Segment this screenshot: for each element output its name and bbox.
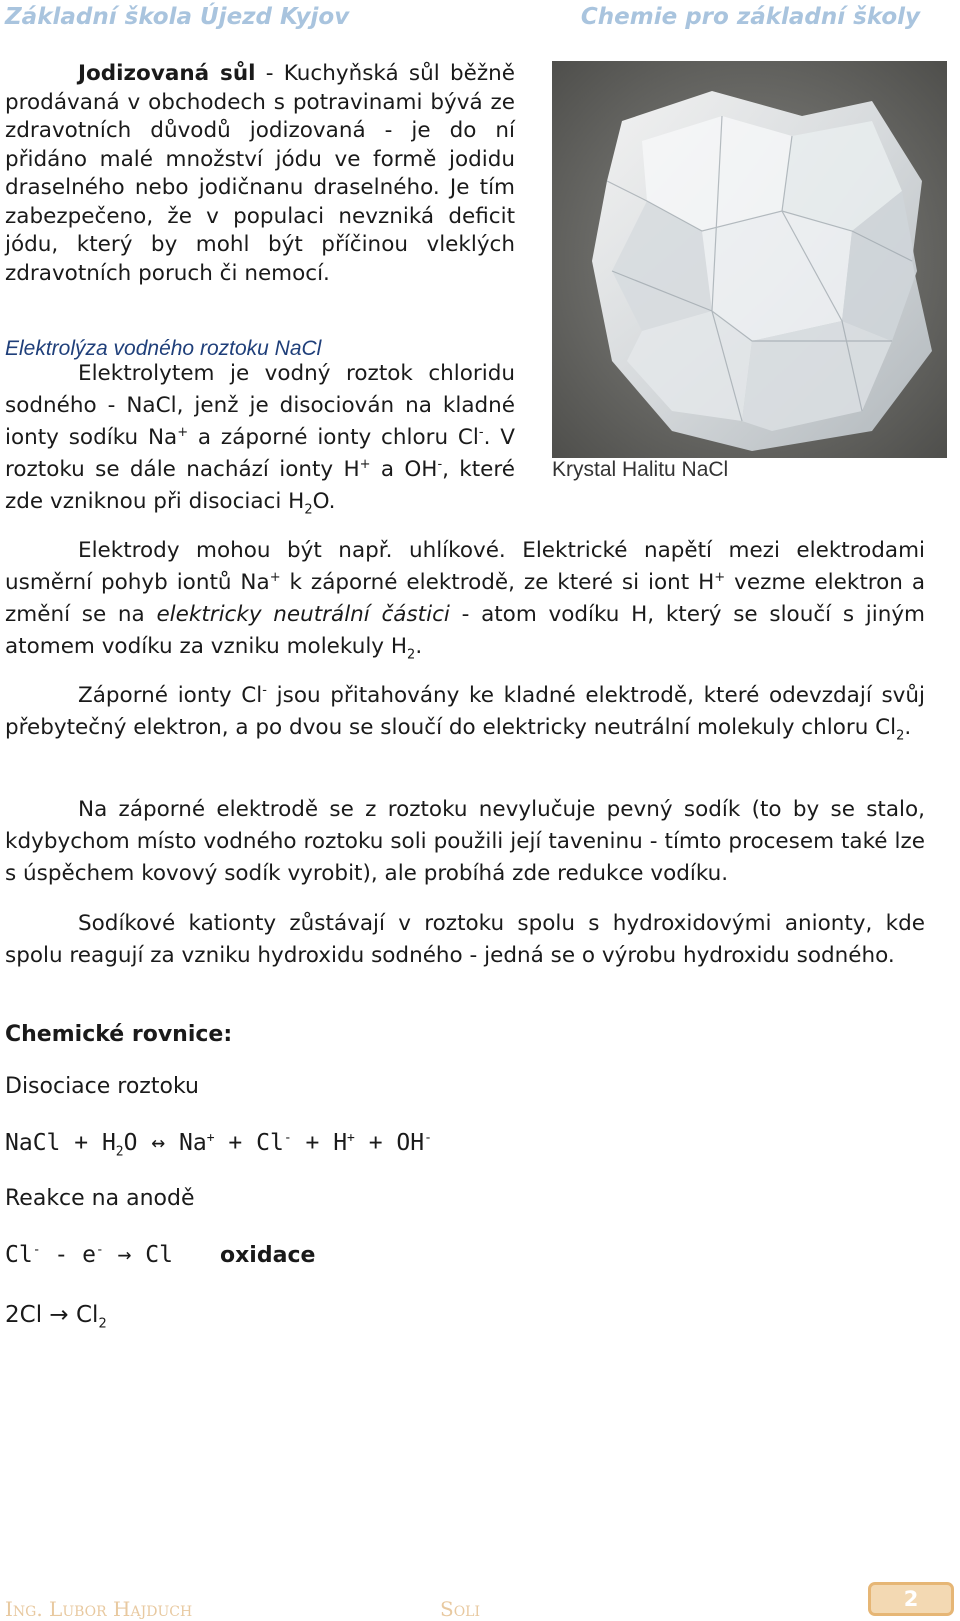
electrodes-t5: . xyxy=(415,634,423,659)
electrolyte-paragraph xyxy=(5,358,515,518)
electrolyte-t4: a OH xyxy=(370,457,438,482)
eq1-h: H xyxy=(101,1130,116,1156)
eq1-oh: OH xyxy=(396,1130,425,1156)
eq1-sub2: 2 xyxy=(115,1144,124,1160)
eq1-h-charge: + xyxy=(347,1130,355,1146)
equation-dissociation xyxy=(5,1130,432,1160)
eq1-plus4: + xyxy=(354,1130,397,1156)
sup-na: + xyxy=(177,424,189,440)
equation-chlorine xyxy=(5,1302,107,1332)
oxidation-label: oxidace xyxy=(220,1243,316,1268)
electrolyte-t6: O. xyxy=(312,489,336,514)
eq2-result: Cl xyxy=(145,1242,173,1268)
eq1-oh-charge: - xyxy=(424,1130,432,1146)
eq1-o: O xyxy=(123,1130,138,1156)
eq2-cl: Cl xyxy=(5,1242,33,1268)
header-school: Základní škola Újezd Kyjov xyxy=(5,4,350,30)
electrolyte-t2: a záporné ionty chloru Cl xyxy=(188,425,479,450)
electrolyte-t5: , které zde vzniknou při disociaci H xyxy=(5,457,515,514)
sub-cl2: 2 xyxy=(896,728,905,744)
eq1-arrow: ↔ xyxy=(137,1130,180,1156)
anode-label: Reakce na anodě xyxy=(5,1186,195,1211)
electrodes-paragraph xyxy=(5,535,925,663)
sup-cl2: - xyxy=(262,682,267,698)
eq2-arrow: → xyxy=(103,1242,146,1268)
footer-author: Ing. Lubor Hajduch xyxy=(5,1597,193,1621)
electrolyte-t3: . V roztoku se dále nachází ionty H xyxy=(5,425,515,482)
cations-paragraph: Sodíkové kationty zůstávají v roztoku spolu s hydroxidovými anionty, kde spolu reagují za vzniku hydroxidu sodného - jedná se o výrobu hydroxidu sodného. xyxy=(5,911,925,968)
electrodes-italic: elektricky neutrální částici xyxy=(156,602,450,627)
sup-oh: - xyxy=(437,456,443,472)
sup-h2: + xyxy=(714,569,726,585)
electrodes-t4: - atom vodíku H, který se sloučí s jiným atomem vodíku za vzniku molekuly H xyxy=(5,602,925,659)
halite-crystal-photo xyxy=(552,61,947,458)
footer-topic: Soli xyxy=(440,1597,481,1621)
electrolyte-t1: Elektrolytem je vodný roztok chloridu sodného - NaCl, jenž je disociován na kladné ionty sodíku Na xyxy=(5,361,515,450)
sodium-paragraph: Na záporné elektrodě se z roztoku nevylučuje pevný sodík (to by se stalo, kdybychom místo vodného roztoku soli použili její taveninu - tímto procesem také lze s úspěchem kovový sodík vyrobit), ale probíhá zde redukce vodíku. xyxy=(5,797,925,886)
eq1-na-charge: + xyxy=(206,1130,215,1146)
sub-h2: 2 xyxy=(407,647,416,663)
eq1-cl-charge: - xyxy=(283,1130,292,1146)
intro-bold: Jodizovaná sůl xyxy=(78,61,256,86)
chlorine-t2: jsou přitahovány ke kladné elektrodě, které odevzdají svůj přebytečný elektron, a po dvou se sloučí do elektricky neutrální molekuly chloru Cl xyxy=(5,683,925,740)
intro-paragraph xyxy=(5,60,515,288)
sup-na2: + xyxy=(269,569,281,585)
equation-oxidation xyxy=(5,1242,173,1268)
equations-heading: Chemické rovnice: xyxy=(5,1022,233,1047)
eq3-arrow: → xyxy=(42,1302,76,1328)
photo-caption: Krystal Halitu NaCl xyxy=(552,458,729,481)
page-number: 2 xyxy=(868,1582,954,1616)
eq2-electron: - e xyxy=(40,1242,96,1268)
eq1-plus3: + xyxy=(291,1130,334,1156)
chlorine-paragraph xyxy=(5,680,925,744)
electrodes-t1: Elektrody mohou být např. uhlíkové. Elektrické napětí mezi elektrodami usměrní pohyb iontů Na xyxy=(5,538,925,595)
eq1-cl: Cl xyxy=(256,1130,284,1156)
dissociation-label: Disociace roztoku xyxy=(5,1074,199,1099)
sup-cl: - xyxy=(478,424,484,440)
eq3-right: Cl xyxy=(76,1302,99,1328)
eq3-sub2: 2 xyxy=(98,1316,107,1332)
eq1-nacl: NaCl xyxy=(5,1130,61,1156)
electrodes-t2: k záporné elektrodě, ze které si iont H xyxy=(280,570,715,595)
electrolysis-heading: Elektrolýza vodného roztoku NaCl xyxy=(5,337,322,360)
chlorine-t3: . xyxy=(904,715,912,740)
sub-h2o: 2 xyxy=(304,502,313,518)
sup-h: + xyxy=(359,456,371,472)
eq3-left: 2Cl xyxy=(5,1302,43,1328)
intro-text: - Kuchyňská sůl běžně prodávaná v obchodech s potravinami bývá ze zdravotních důvodů jodizovaná - je do ní přidáno malé množství jódu ve formě jodidu draselného nebo jodičnanu draselného. Je tím zabezpečeno, že v populaci nevzniká deficit jódu, který by mohl být příčinou vleklých zdravotních poruch či nemocí. xyxy=(5,61,515,286)
crystal-image xyxy=(552,61,947,458)
eq1-na: Na xyxy=(179,1130,207,1156)
eq1-plus2: + xyxy=(214,1130,257,1156)
eq2-cl-charge: - xyxy=(32,1242,41,1258)
eq1-plus1: + xyxy=(60,1130,102,1156)
electrodes-t3: vezme elektron a změní se na xyxy=(5,570,926,627)
header-subject: Chemie pro základní školy xyxy=(580,4,920,30)
chlorine-t1: Záporné ionty Cl xyxy=(78,683,263,708)
eq1-hh: H xyxy=(333,1130,348,1156)
eq2-e-charge: - xyxy=(95,1242,104,1258)
